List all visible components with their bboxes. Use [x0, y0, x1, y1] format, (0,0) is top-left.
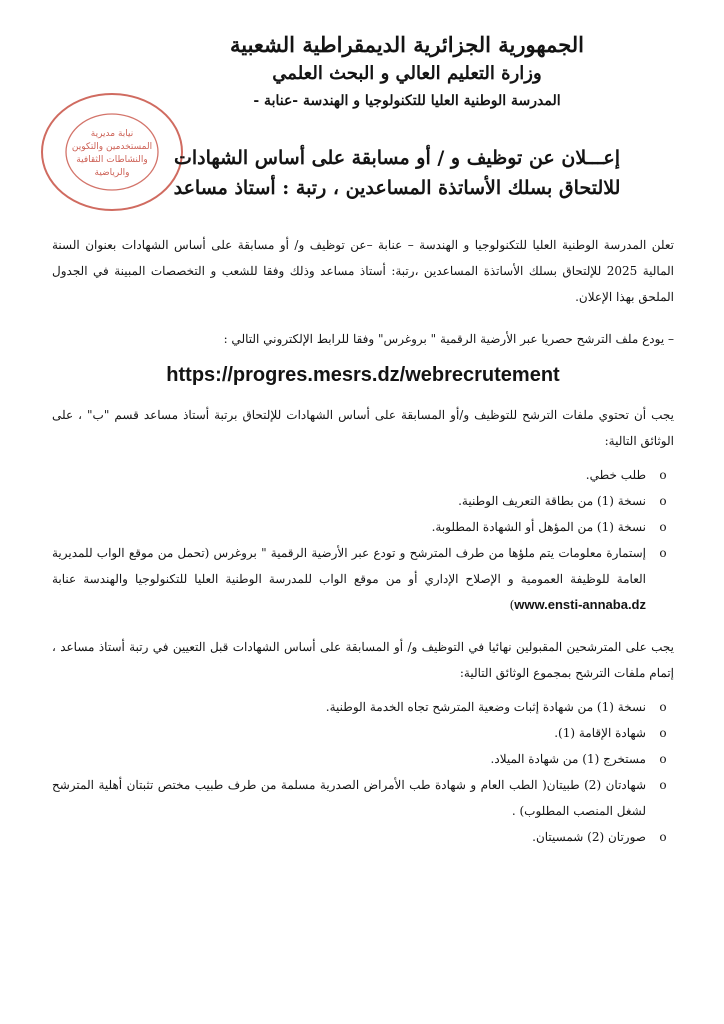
final-doc-text: نسخة (1) من شهادة إثبات وضعية المترشح تجاه الخدمة الوطنية. [325, 700, 646, 714]
doc-text: طلب خطي. [585, 468, 646, 482]
title-line-2: للالتحاق بسلك الأساتذة المساعدين ، رتبة : أستاذ مساعد [173, 177, 621, 199]
list-item [52, 514, 674, 540]
platform-link[interactable]: https://progres.mesrs.dz/webrecrutement [166, 364, 560, 386]
list-item [52, 488, 674, 514]
ministry-name: وزارة التعليم العالي و البحث العلمي [272, 63, 542, 84]
circle-bullet-icon: o [659, 700, 667, 714]
doc-text: إستمارة معلومات يتم ملؤها من طرف المترشح و تودع عبر الأرضية الرقمية " بروغرس (تحمل من موقع الواب للمديرية العامة للوظيفة العمومية و الإصلاح الإداري أو من موقع الواب للمدرسة الوطنية العليا للتكنولوجيا والهندسة عنابة [52, 546, 646, 586]
list-item [52, 462, 674, 488]
circle-bullet-icon: o [659, 520, 667, 534]
list-item [52, 824, 674, 850]
intro-paragraph: تعلن المدرسة الوطنية العليا للتكنولوجيا و الهندسة – عنابة –عن توظيف و/ أو مسابقة على أساس الشهادات بعنوان السنة المالية 2025 للإلتحاق بسلك الأساتذة المساعدين ،رتبة: أستاذ مساعد وذلك وفقا للشعب و التخصصات المبينة في الجدول الملحق بهذا الإعلان. [52, 238, 675, 304]
circle-bullet-icon: o [659, 468, 667, 482]
final-doc-text: صورتان (2) شمسيتان. [532, 830, 646, 844]
stamp-ring-text [30, 92, 34, 94]
school-name: المدرسة الوطنية العليا للتكنولوجيا و الهندسة -عنابة - [253, 93, 561, 109]
circle-bullet-icon: o [659, 726, 667, 740]
doc-text: نسخة (1) من بطاقة التعريف الوطنية. [458, 494, 646, 508]
stamp-line-1: نيابة مديرية [90, 129, 134, 139]
announcement-body [52, 232, 674, 860]
announcement-title [130, 143, 664, 203]
circle-bullet-icon: o [659, 546, 667, 560]
list-item [52, 694, 674, 720]
required-docs-list [52, 462, 674, 618]
letterhead [120, 30, 694, 114]
circle-bullet-icon: o [659, 778, 667, 792]
final-docs-intro: يجب على المترشحين المقبولين نهائيا في التوظيف و/ أو المسابقة على أساس الشهادات قبل التعيين في رتبة أستاذ مساعد ، إتمام ملفات الترشح بمجموع الوثائق التالية: [52, 640, 674, 680]
list-item [52, 746, 674, 772]
school-website-link[interactable]: www.ensti-annaba.dz [514, 597, 646, 612]
circle-bullet-icon: o [659, 830, 667, 844]
republic-name: الجمهورية الجزائرية الديمقراطية الشعبية [229, 32, 584, 57]
list-item [52, 540, 674, 618]
circle-bullet-icon: o [659, 494, 667, 508]
closing-paren: ) [509, 598, 515, 612]
stamp-line-3: والنشاطات الثقافية [76, 155, 148, 165]
final-doc-text: مستخرج (1) من شهادة الميلاد. [490, 752, 646, 766]
final-docs-list [52, 694, 674, 850]
list-item [52, 772, 674, 824]
circle-bullet-icon: o [659, 752, 667, 766]
final-doc-text: شهادتان (2) طبيتان( الطب العام و شهادة طب الأمراض الصدرية مسلمة من طرف طبيب مختص تثبتان أهلية المترشح لشغل المنصب المطلوب) . [52, 778, 646, 818]
final-doc-text: شهادة الإقامة (1). [554, 726, 646, 740]
stamp-line-2: المستخدمين والتكوين [71, 142, 153, 152]
stamp-line-4: والرياضية [94, 168, 130, 178]
doc-text: نسخة (1) من المؤهل أو الشهادة المطلوبة. [431, 520, 646, 534]
title-line-1: إعـــلان عن توظيف و / أو مسابقة على أساس الشهادات [174, 147, 620, 169]
list-item [52, 720, 674, 746]
submission-note: – يودع ملف الترشح حصريا عبر الأرضية الرقمية " بروغرس" وفقا للرابط الإلكتروني التالي : [223, 332, 674, 346]
svg-text:وزارة التعليم العالي والبحث ال [30, 92, 34, 94]
docs-intro: يجب أن تحتوي ملفات الترشح للتوظيف و/أو المسابقة على أساس الشهادات للإلتحاق برتبة أستاذ مساعد قسم "ب" ، على الوثائق التالية: [52, 408, 674, 448]
